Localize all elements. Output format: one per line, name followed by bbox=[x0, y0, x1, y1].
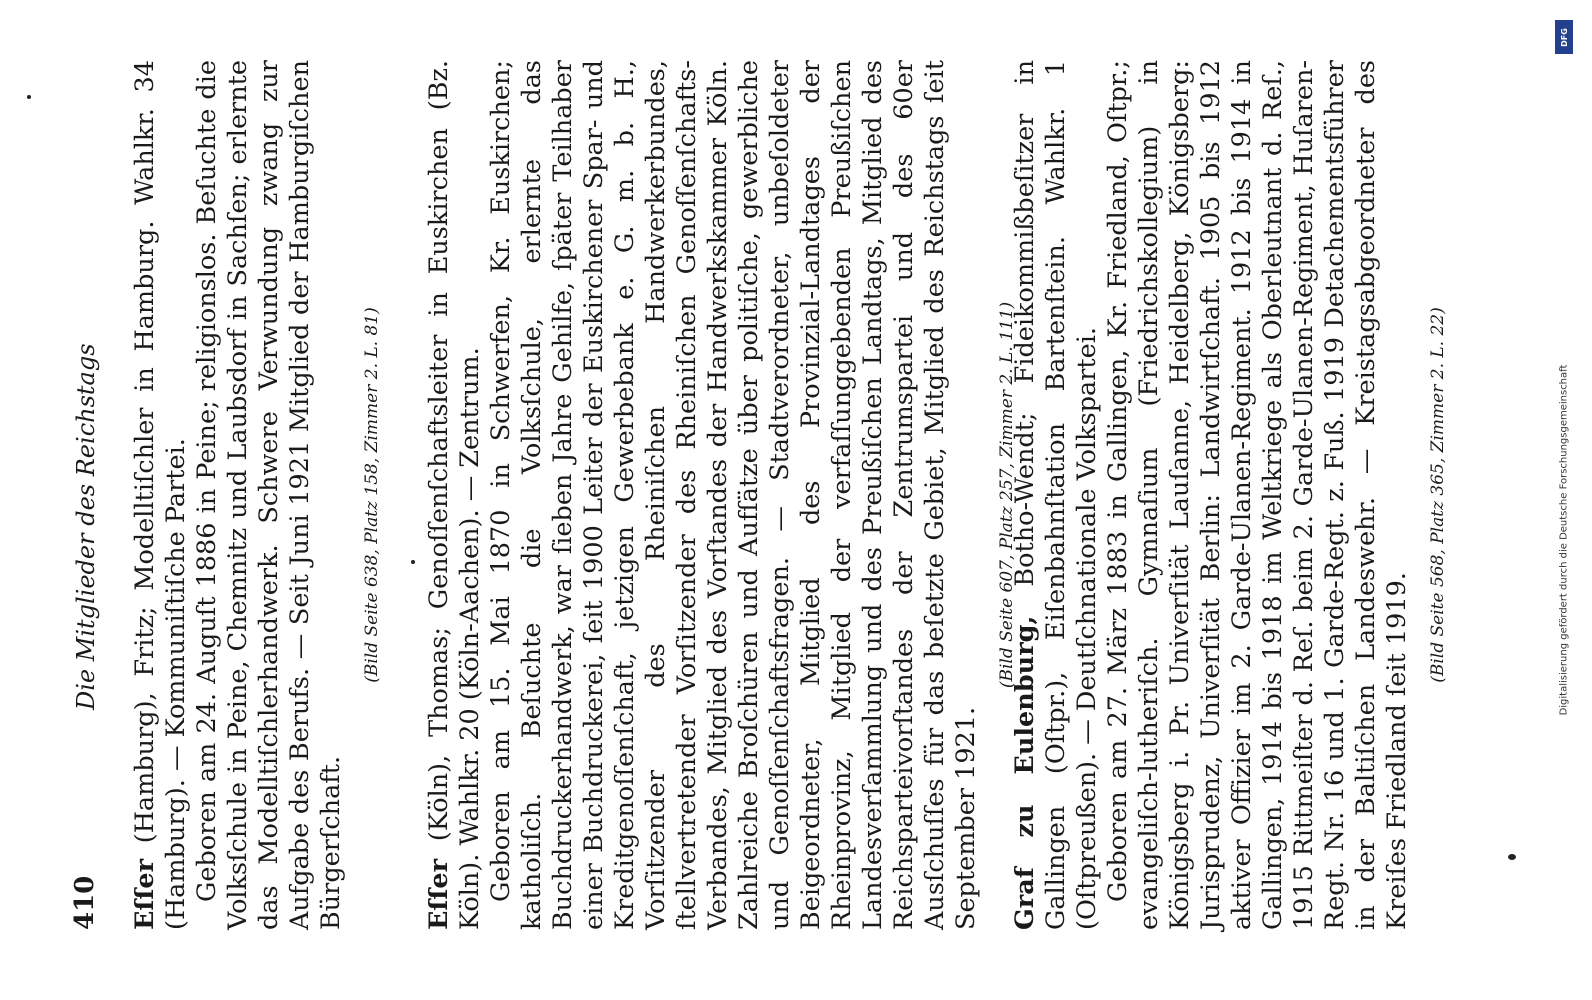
entry-body: Geboren am 24. Auguſt 1886 in Peine; religionslos. Beſuchte die Volksſchule in Peine, Chemnitz und Laubsdorf in Sachſen; erlernte das Modelltiſchlerhandwerk. Schwere Verwundung zwang zur Aufgabe des Berufs. — Seit Juni 1921 Mitglied der Hamburgiſchen Bürgerſchaft. bbox=[192, 60, 346, 930]
entry-body: Geboren am 15. Mai 1870 in Schwerfen, Kr. Euskirchen; katholiſch. Beſuchte die Volksſchule, erlernte das Buchdruckerhandwerk, war ſieben Jahre Gehilfe, ſpäter Teilhaber einer Buchdruckerei, ſeit 1900 Leiter der Euskirchener Spar- und Kreditgenoſſenſchaft, jetzigen Gewerbebank e. G. m. b. H., Vorſitzender des Rheiniſchen Handwerkerbundes, ſtellvertretender Vorſitzender des Rheiniſchen Genoſſenſchafts-Verbandes, Mitglied des Vorſtandes der Handwerkskammer Köln. Zahlreiche Broſchüren und Aufſätze über politiſche, gewerbliche und Genoſſenſchaftsfragen. — Stadtverordneter, unbeſoldeter Beigeordneter, Mitglied des Provinzial-Landtages der Rheinprovinz, Mitglied der verfaſſunggebenden Preußiſchen Landesverſammlung und des Preußiſchen Landtags, Mitglied des Reichsparteivorſtandes der Zentrumspartei und des 60er Ausſchuſſes für das beſetzte Gebiet, Mitglied des Reichstags ſeit September 1921. bbox=[486, 60, 981, 930]
entry-name: Eſſer bbox=[424, 858, 454, 930]
entry-intro bbox=[130, 60, 192, 930]
digitization-credit bbox=[1550, 20, 1578, 980]
ink-speck bbox=[1508, 854, 1516, 860]
entry-intro bbox=[1010, 60, 1103, 930]
entry-name: Graf zu Eulenburg, bbox=[1010, 615, 1040, 930]
credit-text: Digitalisierung gefördert durch die Deutsche Forschungsgemeinschaft bbox=[1558, 364, 1570, 716]
entry-body: Geboren am 27. März 1883 in Gallingen, Kr. Friedland, Oſtpr.; evangeliſch-lutheriſch. Gymnaſium (Friedrichskollegium) in Königsberg i. Pr. Univerſität Lauſanne, Heidelberg, Königsberg: Jurisprudenz, Univerſität Berlin: Landwirtſchaft. 1905 bis 1912 aktiver Offizier im 2. Garde-Ulanen-Regiment. 1912 bis 1914 in Gallingen, 1914 bis 1918 im Weltkriege als Oberleutnant d. Reſ., 1915 Rittmeiſter d. Reſ. beim 2. Garde-Ulanen-Regiment, Huſaren-Regt. Nr. 16 und 1. Garde-Regt. z. Fuß. 1919 Detachementsführer in der Baltiſchen Landeswehr. — Kreistagsabgeordneter des Kreiſes Friedland ſeit 1919. bbox=[1103, 60, 1412, 930]
ink-speck bbox=[27, 95, 31, 99]
entry-intro-text: (Köln), Thomas; Genoſſenſchaftsleiter in Euskirchen (Bz. Köln). Wahlkr. 20 (Köln-Aachen). — Zentrum. bbox=[424, 59, 485, 930]
photo-reference: (Bild Seite 638, Platz 158, Zimmer 2. L. 81) bbox=[362, 307, 382, 683]
ink-speck bbox=[411, 560, 415, 564]
entry-intro-text: Botho-Wendt; Fideikommißbeſitzer in Gallingen (Oſtpr.), Eiſenbahnſtation Bartenſtein. Wahlkr. 1 (Oſtpreußen). — Deutſchnationale Volkspartei. bbox=[1010, 60, 1102, 930]
entry-intro-text: (Hamburg), Fritz; Modelltiſchler in Hamburg. Wahlkr. 34 (Hamburg). — Kommuniſtiſche Partei. bbox=[130, 59, 191, 930]
entry-esser-koeln bbox=[424, 60, 1023, 930]
page-header bbox=[70, 60, 110, 930]
page-number: 410 bbox=[70, 875, 100, 930]
entry-eulenburg bbox=[1010, 60, 1454, 930]
entry-esser-hamburg bbox=[130, 60, 388, 930]
entry-name: Eſſer bbox=[130, 858, 160, 930]
photo-reference: (Bild Seite 607, Platz 257, Zimmer 2. L. 111) bbox=[997, 301, 1017, 689]
photo-reference: (Bild Seite 568, Platz 365, Zimmer 2. L. 22) bbox=[1428, 307, 1448, 683]
entry-intro bbox=[424, 60, 486, 930]
dfg-logo: DFG bbox=[1555, 20, 1573, 54]
running-title: Die Mitglieder des Reichstags bbox=[72, 343, 100, 710]
